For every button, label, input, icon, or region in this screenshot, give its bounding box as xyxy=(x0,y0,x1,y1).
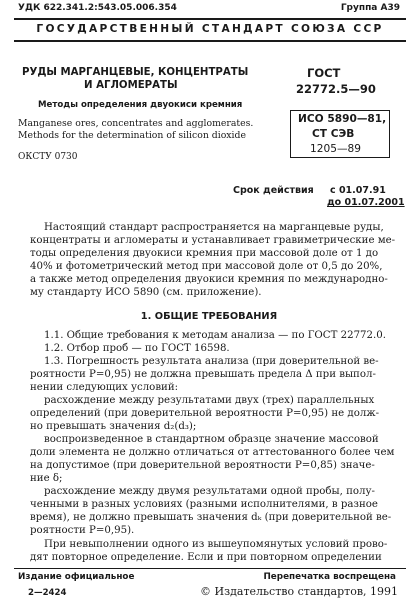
section-1-line-17: При невыполнении одного из вышеупомянутых условий прово- xyxy=(44,539,388,550)
intro-line-4: 40% и фотометрический метод при массовой доле от 0,5 до 20%, xyxy=(30,261,383,272)
section-1-line-3: 1.3. Погрешность результата анализа (при доверительной ве- xyxy=(44,356,379,367)
section-1-line-7: определений (при доверительной вероятности P=0,95) не долж- xyxy=(30,408,380,419)
footer-copyright: © Издательство стандартов, 1991 xyxy=(200,585,398,598)
section-1-line-16: роятности P=0,95). xyxy=(30,525,135,536)
intro-line-1: Настоящий стандарт распространяется на марганцевые руды, xyxy=(44,222,384,233)
doc-title-english-line2: Methods for the determination of silicon dioxide xyxy=(18,130,246,141)
section-1-title: 1. ОБЩИЕ ТРЕБОВАНИЯ xyxy=(140,311,278,322)
intro-line-5: а также метод определения двуокиси кремния по международно- xyxy=(30,274,388,285)
section-1-line-18: дят повторное определение. Если и при повторном определении xyxy=(30,552,382,563)
st-sev-label: СТ СЭВ xyxy=(312,128,355,140)
section-1-line-11: на допустимое (при доверительной вероятности P=0,85) значе- xyxy=(30,460,375,471)
section-1-line-15: время), не должно превышать значения dₖ (при доверительной ве- xyxy=(30,512,392,523)
section-1-line-4: роятности P=0,95) не должна превышать предела Δ при выпол- xyxy=(30,369,376,380)
intro-line-3: тоды определения двуокиси кремния при массовой доле от 1 до xyxy=(30,248,379,259)
gost-number: 22772.5—90 xyxy=(296,82,376,96)
section-1-line-8: но превышать значения d₂(d₃); xyxy=(30,421,197,432)
section-1-line-6: расхождение между результатами двух (трех) параллельных xyxy=(44,395,375,406)
section-1-line-9: воспроизведенное в стандартном образце значение массовой xyxy=(44,434,379,445)
footer-official-edition: Издание официальное xyxy=(18,572,135,582)
doc-title-english-line1: Manganese ores, concentrates and agglomerates. xyxy=(18,118,254,129)
okstu-code: ОКСТУ 0730 xyxy=(18,152,78,162)
footer-print-code: 2—2424 xyxy=(28,588,67,598)
validity-label: Срок действия xyxy=(233,185,314,196)
footer-rule xyxy=(14,568,406,569)
doc-title-line1: РУДЫ МАРГАНЦЕВЫЕ, КОНЦЕНТРАТЫ xyxy=(22,67,249,78)
section-1-line-10: доли элемента не должно отличаться от аттестованного более чем xyxy=(30,447,395,458)
udk-code: УДК 622.341.2:543.05.006.354 xyxy=(18,3,177,13)
group-code: Группа А39 xyxy=(340,3,400,13)
section-1-line-2: 1.2. Отбор проб — по ГОСТ 16598. xyxy=(44,343,230,354)
standard-title: ГОСУДАРСТВЕННЫЙ СТАНДАРТ СОЮЗА ССР xyxy=(36,23,384,35)
section-1-line-1: 1.1. Общие требования к методам анализа — по ГОСТ 22772.0. xyxy=(44,330,386,341)
section-1-line-14: ченными в разных условиях (разными исполнителями, в разное xyxy=(30,499,378,510)
header-rule-bottom xyxy=(14,40,406,42)
footer-reprint-notice: Перепечатка воспрещена xyxy=(263,572,396,582)
gost-label: ГОСТ xyxy=(307,66,341,80)
intro-line-6: му стандарту ИСО 5890 (см. приложение). xyxy=(30,287,262,298)
validity-to: до 01.07.2001 xyxy=(327,197,405,208)
iso-number: ИСО 5890—81, xyxy=(298,113,387,125)
section-1-line-13: расхождение между двумя результатами одной пробы, полу- xyxy=(44,486,375,497)
intro-line-2: концентраты и агломераты и устанавливает гравиметрические ме- xyxy=(30,235,396,246)
section-1-line-12: ние δ; xyxy=(30,473,63,484)
doc-title-line2: И АГЛОМЕРАТЫ xyxy=(84,80,178,91)
doc-subtitle: Методы определения двуокиси кремния xyxy=(38,100,243,110)
st-sev-number: 1205—89 xyxy=(310,143,362,155)
validity-from: с 01.07.91 xyxy=(330,185,386,196)
section-1-line-5: нении следующих условий: xyxy=(30,382,179,393)
header-rule-top xyxy=(14,18,406,20)
